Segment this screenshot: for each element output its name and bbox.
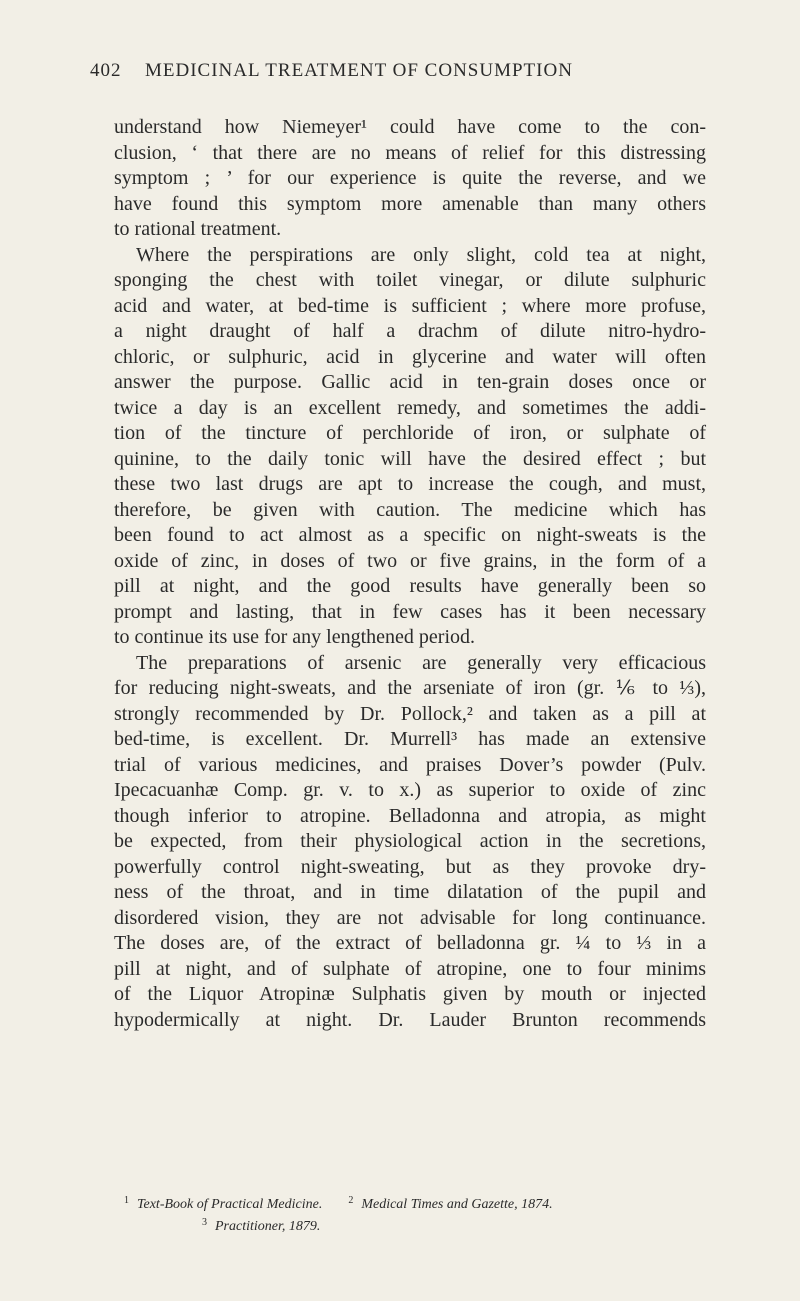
text-line: trial of various medicines, and praises Dover’s powder (Pulv. xyxy=(114,753,706,776)
footnote-3: Practitioner, 1879. xyxy=(215,1219,321,1234)
text-line: for reducing night-sweats, and the arseniate of iron (gr. ⅙ to ⅓), xyxy=(114,677,706,699)
text-line: quinine, to the daily tonic will have the desired effect ; but xyxy=(114,447,706,470)
text-line: answer the purpose. Gallic acid in ten-grain doses once or xyxy=(114,371,706,393)
text-line: Where the perspirations are only slight, cold tea at night, xyxy=(136,243,706,266)
text-line: ness of the throat, and in time dilatation of the pupil and xyxy=(114,881,706,903)
text-line: disordered vision, they are not advisable for long continuance. xyxy=(114,906,706,929)
text-line: Ipecacuanhæ Comp. gr. v. to x.) as superior to oxide of zinc xyxy=(114,779,706,801)
text-line: prompt and lasting, that in few cases has it been necessary xyxy=(114,600,706,623)
text-line: symptom ; ’ for our experience is quite the reverse, and we xyxy=(114,167,706,189)
text-line: to continue its use for any lengthened period. xyxy=(114,626,476,648)
footnote-2: Medical Times and Gazette, 1874. xyxy=(361,1197,553,1212)
text-line: to rational treatment. xyxy=(114,218,282,240)
text-line: clusion, ‘ that there are no means of relief for this distressing xyxy=(114,141,706,164)
footnotes xyxy=(124,1192,724,1236)
text-line: powerfully control night-sweating, but as they provoke dry- xyxy=(114,855,706,878)
body-text xyxy=(114,115,706,1033)
text-line: understand how Niemeyer¹ could have come to the con- xyxy=(114,116,706,138)
text-line: been found to act almost as a specific on night-sweats is the xyxy=(114,524,706,546)
running-head xyxy=(90,60,720,88)
text-line: tion of the tincture of perchloride of iron, or sulphate of xyxy=(114,422,706,444)
text-line: bed-time, is excellent. Dr. Murrell³ has made an extensive xyxy=(114,728,706,750)
text-line: be expected, from their physiological action in the secretions, xyxy=(114,830,706,852)
text-line: The preparations of arsenic are generally very efficacious xyxy=(136,651,706,674)
text-line: oxide of zinc, in doses of two or five grains, in the form of a xyxy=(114,549,706,572)
text-line: pill at night, and of sulphate of atropine, one to four minims xyxy=(114,957,706,980)
text-line: of the Liquor Atropinæ Sulphatis given by mouth or injected xyxy=(114,983,706,1005)
text-line: though inferior to atropine. Belladonna and atropia, as might xyxy=(114,804,706,827)
text-line: chloric, or sulphuric, acid in glycerine and water will often xyxy=(114,345,706,368)
page-number: 402 xyxy=(90,60,122,81)
text-line: twice a day is an excellent remedy, and sometimes the addi- xyxy=(114,396,706,419)
footnote-marker: 1 xyxy=(124,1195,129,1206)
text-line: these two last drugs are apt to increase the cough, and must, xyxy=(114,473,706,495)
text-line: acid and water, at bed-time is sufficient ; where more profuse, xyxy=(114,294,706,317)
footnote-marker: 3 xyxy=(202,1217,207,1228)
text-line: hypodermically at night. Dr. Lauder Brunton recommends xyxy=(114,1008,706,1031)
text-line: The doses are, of the extract of belladonna gr. ¼ to ⅓ in a xyxy=(114,932,706,954)
text-line: sponging the chest with toilet vinegar, or dilute sulphuric xyxy=(114,269,706,291)
text-line: a night draught of half a drachm of dilute nitro-hydro- xyxy=(114,320,706,342)
text-line: have found this symptom more amenable than many others xyxy=(114,192,706,215)
footnote-line xyxy=(124,1214,724,1236)
text-line: pill at night, and the good results have generally been so xyxy=(114,575,706,597)
footnote-line xyxy=(124,1192,724,1214)
text-line: therefore, be given with caution. The medicine which has xyxy=(114,498,706,521)
text-line: strongly recommended by Dr. Pollock,² and taken as a pill at xyxy=(114,702,706,725)
footnote-1: Text-Book of Practical Medicine. xyxy=(137,1197,323,1212)
footnote-marker: 2 xyxy=(348,1195,354,1206)
running-title: MEDICINAL TREATMENT OF CONSUMPTION xyxy=(145,60,573,81)
